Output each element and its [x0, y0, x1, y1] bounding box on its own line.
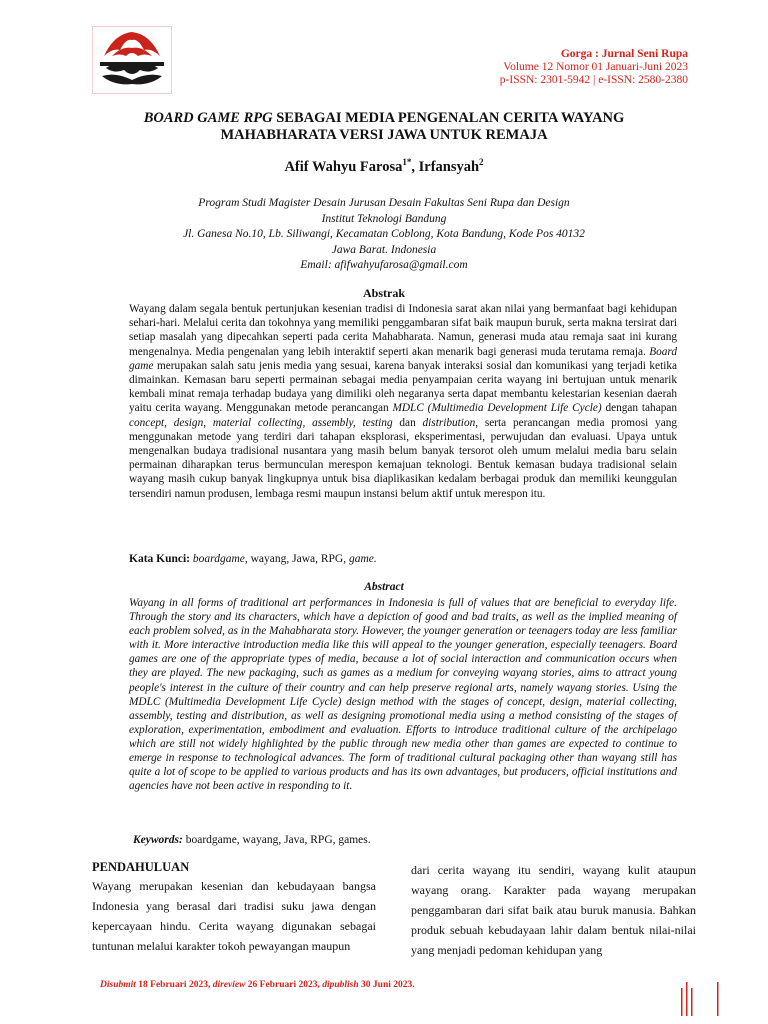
author-1: Afif Wahyu Farosa [284, 158, 403, 175]
footer-label: direview [212, 980, 246, 990]
body-column-left: Wayang merupakan kesenian dan kebudayaan bangsa Indonesia yang berasal dari tradisi suku jawa dengan kepercayaan hindu. Cerita wayang digunakan sebagai tuntunan melalui karakter tokoh pewayangan maupun [92, 879, 376, 953]
paper-title [60, 110, 708, 144]
author-2: Irfansyah [418, 158, 480, 175]
abstrak-seg: merupakan salah satu jenis media yang sesuai, karena banyak interaksi sosial dan komunikasi yang terjadi ketika dimainkan. Kemasan baru seperti permainan sebagai media penyampaian cerita wayang ini bertujuan untuk menarik kembali minat remaja terhadap budaya yang dimiliki oleh negaranya serta dapat membantu kelestarian kesenian daerah yaitu cerita wayang. Menggunakan metode perancangan [129, 359, 678, 415]
footer-label: dipublish [322, 980, 359, 990]
footer-bars-decoration [681, 982, 721, 1016]
keywords [133, 834, 371, 846]
journal-info [500, 48, 688, 87]
affil-line: Jl. Ganesa No.10, Lb. Siliwangi, Kecamatan Coblong, Kota Bandung, Kode Pos 40132 [183, 228, 585, 240]
author-sep: , [411, 158, 419, 175]
abstrak-text [129, 302, 677, 501]
kata-kunci-italic: boardgame [192, 553, 245, 565]
journal-volume: Volume 12 Nomor 01 Januari-Juni 2023 [503, 61, 688, 73]
section-heading: PENDAHULUAN [92, 860, 190, 874]
author-2-sup: 2 [479, 157, 484, 167]
abstrak-seg: serta perancangan media promosi yang menggunakan metode yang terdiri dari tahapan eksplorasi, eksperimentasi, perwujudan dan evaluasi. Upaya untuk mengenalkan budaya tradisional nusantara yang masih belum banyak tersorot oleh umum melalui media baru selain permainan diharapkan terus bermunculan merespon kemajuan teknologi. Bentuk kemasan budaya tradisional selain wayang masih cukup banyak lingkupnya untuk bisa diaplikasikan kedalam berbagai produk dan memiliki keunggulan tersendiri namun produsen, lembaga resmi maupun instansi belum aktif untuk merespon itu. [129, 416, 678, 500]
title-line2: MAHABHARATA VERSI JAWA UNTUK REMAJA [220, 127, 548, 143]
abstrak-italic: Board game [129, 345, 678, 372]
abstrak-italic: distribution, [422, 416, 479, 429]
authors [60, 157, 708, 176]
affil-line: Program Studi Magister Desain Jurusan Desain Fakultas Seni Rupa dan Design [198, 197, 570, 209]
abstrak-italic: MDLC (Multimedia Development Life Cycle) [392, 402, 602, 415]
kata-kunci [129, 553, 377, 565]
abstrak-seg: Wayang dalam segala bentuk pertunjukan kesenian tradisi di Indonesia sarat akan nilai yang bermanfaat bagi kehidupan sehari-hari. Melalui cerita dan tokohnya yang memiliki penggambaran sifat baik maupun buruk, serta makna tersirat dari setiap masalah yang dipecahkan seperti pada cerita Mahabharata. Namun, generasi muda atau remaja saat ini kurang mengenalnya. Media pengenalan yang lebih interaktif seperti akan menarik bagi generasi muda terutama remaja. [129, 303, 677, 358]
keywords-text: boardgame, wayang, Java, RPG, games. [185, 834, 371, 846]
abstrak-italic: concept, design, material collecting, assembly, testing [129, 416, 393, 429]
journal-issn: p-ISSN: 2301-5942 | e-ISSN: 2580-2380 [499, 74, 688, 86]
abstrak-seg: dengan tahapan [605, 402, 678, 415]
affil-line: Institut Teknologi Bandung [321, 212, 447, 225]
footer-dates [100, 980, 415, 990]
journal-logo [92, 26, 172, 94]
affiliation [60, 196, 708, 274]
author-1-sup: 1* [402, 157, 412, 167]
abstract-heading: Abstract [364, 581, 404, 593]
title-line1: SEBAGAI MEDIA PENGENALAN CERITA WAYANG [276, 110, 625, 126]
abstrak-heading: Abstrak [362, 286, 405, 300]
footer-date: 26 Februari 2023, [245, 980, 323, 990]
keywords-label: Keywords: [133, 834, 183, 846]
affil-email: Email: afifwahyufarosa@gmail.com [300, 259, 468, 271]
title-italic: BOARD GAME RPG [143, 110, 273, 126]
footer-date: 18 Februari 2023, [135, 980, 213, 990]
footer-date: 30 Juni 2023. [358, 980, 415, 990]
kata-kunci-italic: game. [348, 553, 377, 565]
kata-kunci-label: Kata Kunci: [129, 553, 191, 565]
journal-name: Gorga : Jurnal Seni Rupa [560, 48, 688, 60]
kata-kunci-text: , wayang, Jawa, RPG, [244, 553, 347, 565]
abstrak-seg: dan [399, 416, 416, 429]
footer-label: Disubmit [100, 980, 136, 990]
abstract-text: Wayang in all forms of traditional art performances in Indonesia is full of values that are beneficial to everyday life. Through the story and its characters, which have a depiction of good and bad traits, as well as the implied meaning of each problem solved, as in the Mahabharata story. However, the younger generation or teenagers today are less familiar with it. More interactive introduction media like this will appeal to the younger generation, especially teenagers. Board games are one of the appropriate types of media, because a lot of social interaction and communication occurs when they are played. The new packaging, such as games as a medium for conveying wayang stories, aims to attract young people's interest in the culture of their country and can help preserve regional arts, namely wayang stories. Using the MDLC (Multimedia Development Life Cycle) design method with the stages of concept, design, material collecting, assembly, testing and distribution, as well as designing promotional media using a method consisting of the stages of exploration, experimentation, embodiment and evaluation. Efforts to introduce traditional culture of the archipelago which are still not widely highlighted by the public through new media other than games are expected to continue to emerge in response to technological advances. The form of traditional cultural packaging other than wayang still has quite a lot of scope to be applied to various products and has its own advantages, but producers, official institutions and agencies have not been active in responding to it. [129, 597, 677, 793]
body-column-right: dari cerita wayang itu sendiri, wayang kulit ataupun wayang orang. Karakter pada wayang merupakan penggambaran dari sifat baik atau buruk manusia. Bahkan produk sebuah kebudayaan lahir dalam bentuk nilai-nilai yang menjadi pedoman kehidupan yang [411, 863, 696, 957]
affil-line: Jawa Barat. Indonesia [331, 243, 437, 256]
